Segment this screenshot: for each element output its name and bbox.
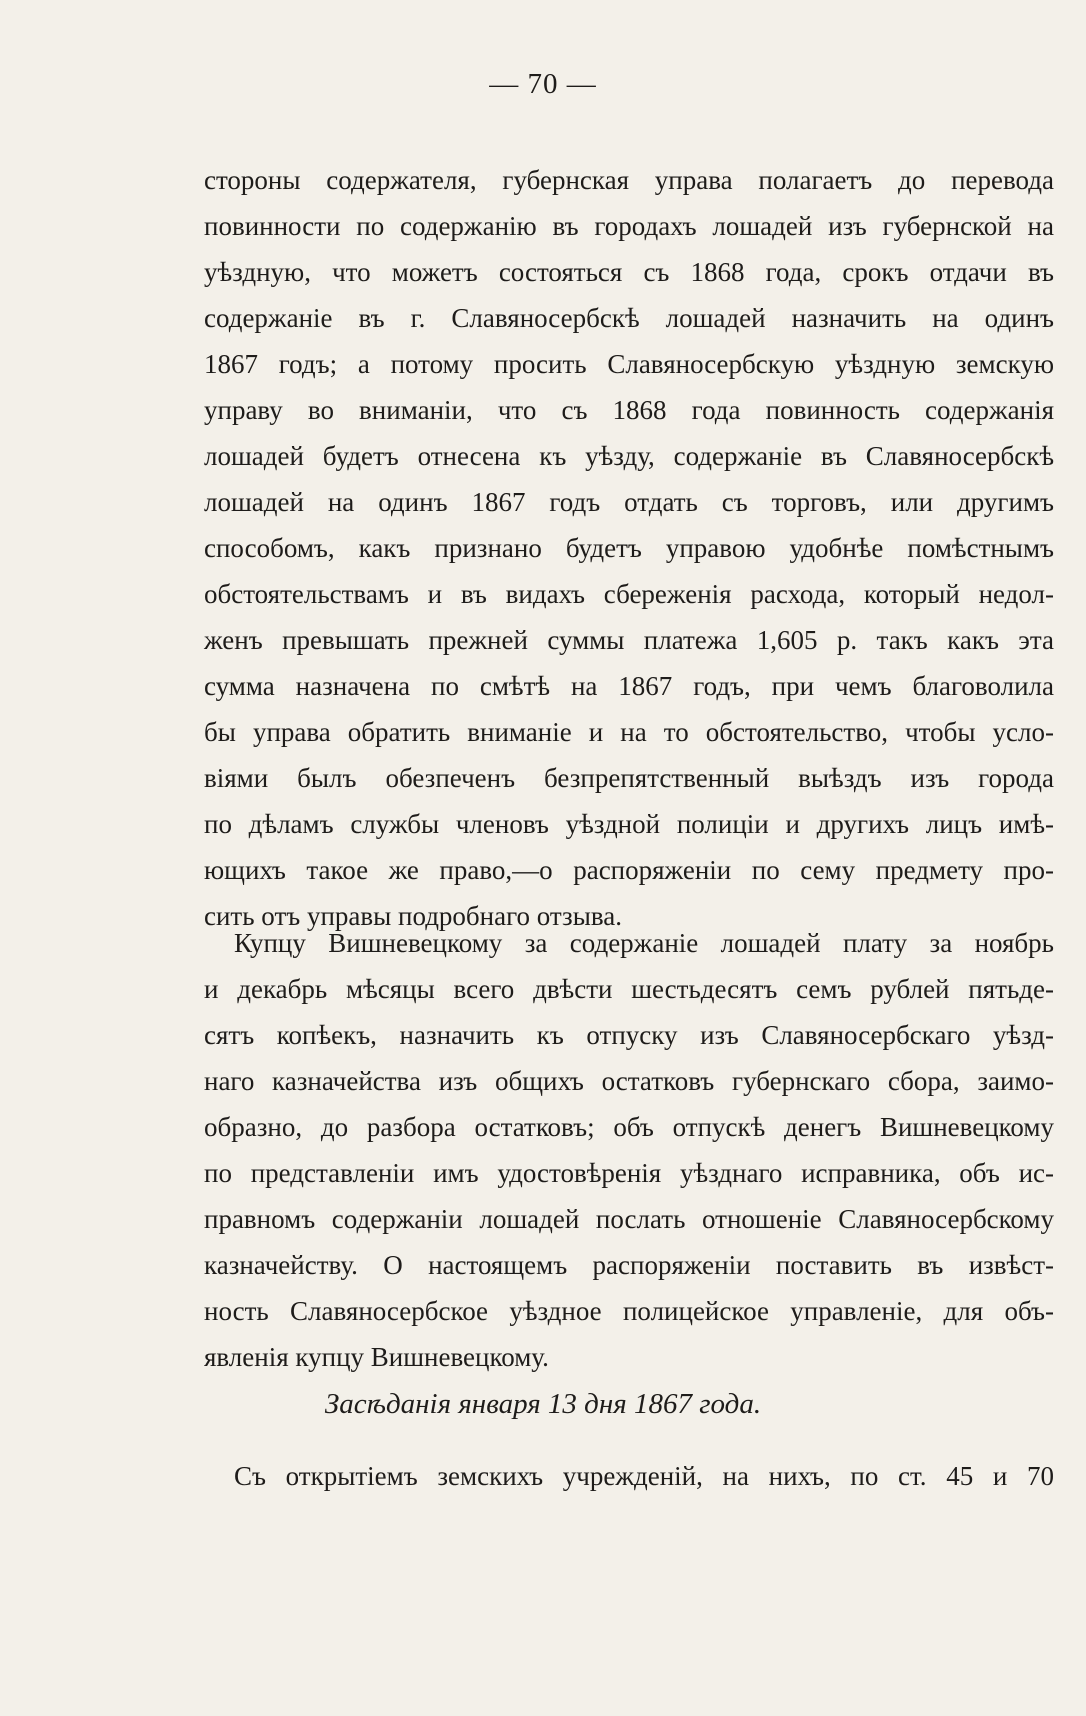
text-line: ность Славяносербское уѣздное полицейское управленіе, для объ- [204, 1296, 1054, 1326]
text-line: и декабрь мѣсяцы всего двѣсти шестьдесятъ семъ рублей пятьде- [204, 974, 1054, 1004]
text-line: обстоятельствамъ и въ видахъ сбереженія расхода, который недол- [204, 579, 1054, 609]
text-line: женъ превышать прежней суммы платежа 1,605 р. такъ какъ эта [204, 625, 1054, 655]
text-line: образно, до разбора остатковъ; объ отпускѣ денегъ Вишневецкому [204, 1112, 1054, 1142]
text-line: лошадей будетъ отнесена къ уѣзду, содержаніе въ Славяносербскѣ [204, 441, 1054, 471]
text-line: по дѣламъ службы членовъ уѣздной полиціи и другихъ лицъ имѣ- [204, 809, 1054, 839]
paragraph-1 [204, 157, 1054, 939]
text-line: Съ открытіемъ земскихъ учрежденій, на нихъ, по ст. 45 и 70 [234, 1461, 1054, 1491]
text-line: повинности по содержанію въ городахъ лошадей изъ губернской на [204, 211, 1054, 241]
text-line: віями былъ обезпеченъ безпрепятственный выѣздъ изъ города [204, 763, 1054, 793]
text-line: Купцу Вишневецкому за содержаніе лошадей плату за ноябрь [234, 928, 1054, 958]
paragraph-2 [204, 920, 1054, 1380]
text-line: 1867 годъ; а потому просить Славяносербскую уѣздную земскую [204, 349, 1054, 379]
text-line: правномъ содержаніи лошадей послать отношеніе Славяносербскому [204, 1204, 1054, 1234]
text-line: бы управа обратить вниманіе и на то обстоятельство, чтобы усло- [204, 717, 1054, 747]
text-line: лошадей на одинъ 1867 годъ отдать съ торговъ, или другимъ [204, 487, 1054, 517]
text-line: сятъ копѣекъ, назначить къ отпуску изъ Славяносербскаго уѣзд- [204, 1020, 1054, 1050]
page-number: — 70 — [489, 68, 597, 100]
text-line: способомъ, какъ признано будетъ управою удобнѣе помѣстнымъ [204, 533, 1054, 563]
text-line: содержаніе въ г. Славяносербскѣ лошадей назначить на одинъ [204, 303, 1054, 333]
text-line: по представленіи имъ удостовѣренія уѣзднаго исправника, объ ис- [204, 1158, 1054, 1188]
text-line: стороны содержателя, губернская управа полагаетъ до перевода [204, 165, 1054, 195]
text-line: сумма назначена по смѣтѣ на 1867 годъ, при чемъ благоволила [204, 671, 1054, 701]
paragraph-3 [204, 1453, 1054, 1499]
text-line: ющихъ такое же право,—о распоряженіи по сему предмету про- [204, 855, 1054, 885]
text-line: казначейству. О настоящемъ распоряженіи поставить въ извѣст- [204, 1250, 1054, 1280]
text-line: явленія купцу Вишневецкому. [204, 1342, 549, 1372]
text-line: уѣздную, что можетъ состояться съ 1868 года, срокъ отдачи въ [204, 257, 1054, 287]
text-line: наго казначейства изъ общихъ остатковъ губернскаго сбора, заимо- [204, 1066, 1054, 1096]
text-line: сить отъ управы подробнаго отзыва. [204, 901, 622, 931]
text-line: управу во вниманіи, что съ 1868 года повинность содержанія [204, 395, 1054, 425]
session-heading: Засѣданія января 13 дня 1867 года. [324, 1388, 762, 1420]
